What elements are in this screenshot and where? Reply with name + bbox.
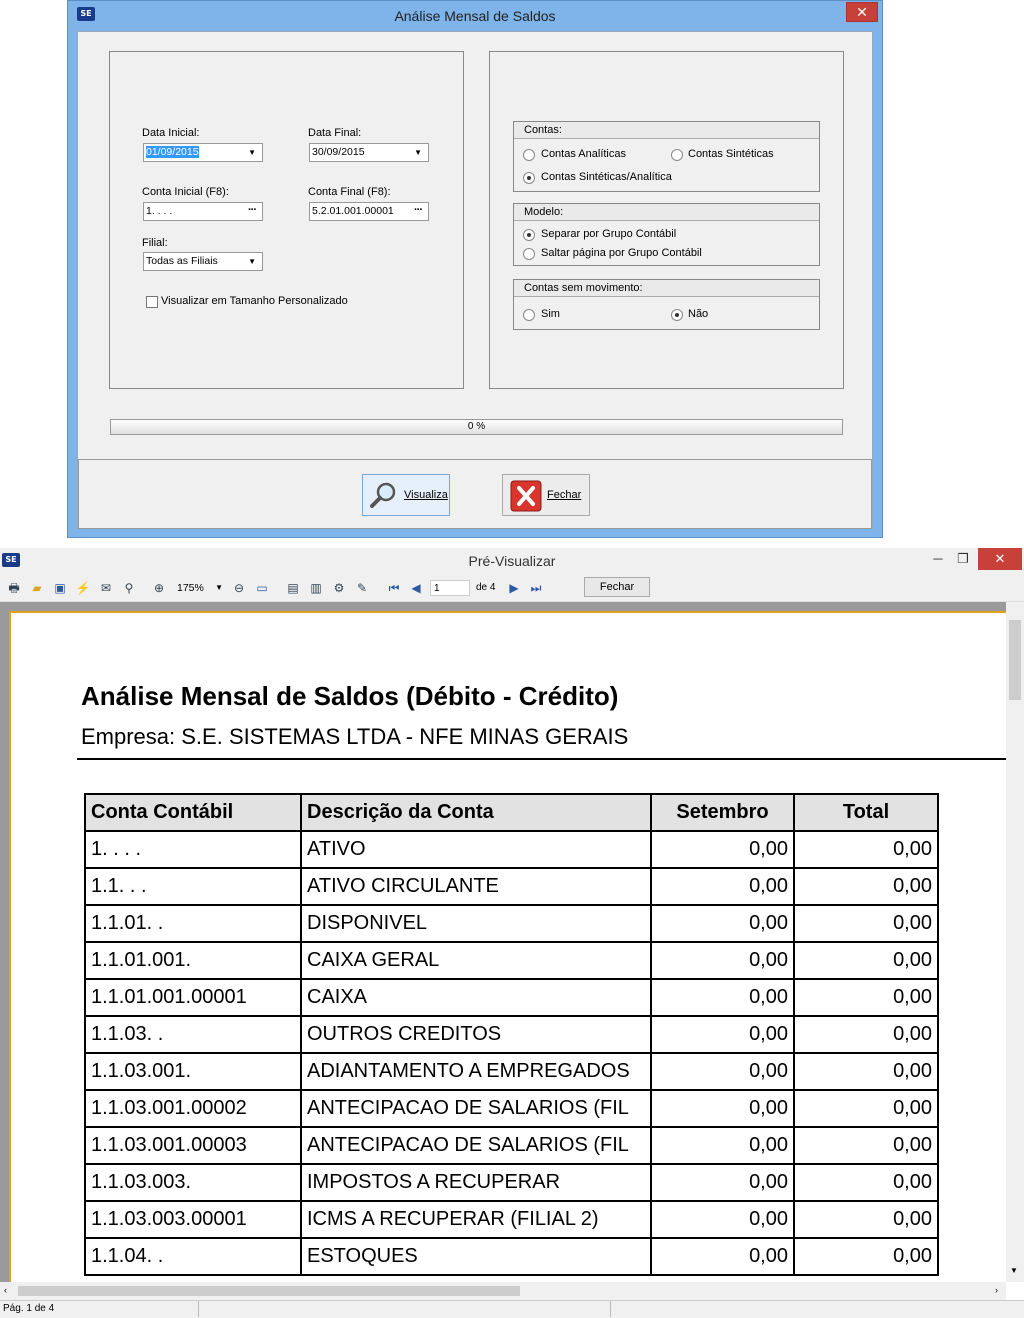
sem-movimento-nao-label: Não	[688, 308, 709, 320]
table-row	[85, 942, 938, 979]
next-page-icon[interactable]: ▶	[509, 581, 519, 595]
data-inicial-value: 01/09/2015	[146, 146, 199, 158]
cell-conta: 1.1.03. .	[85, 1016, 301, 1053]
cell-setembro: 0,00	[651, 1238, 794, 1275]
cell-total: 0,00	[794, 868, 938, 905]
separar-grupo-label: Separar por Grupo Contábil	[541, 228, 677, 240]
cell-total: 0,00	[794, 1016, 938, 1053]
app-logo-icon: SE	[77, 7, 95, 21]
find-icon[interactable]: ⚲	[124, 581, 134, 595]
conta-final-value: 5.2.01.001.00001	[312, 205, 394, 217]
conta-inicial-field[interactable]	[143, 202, 263, 221]
saltar-pagina-radio[interactable]	[523, 248, 535, 260]
tamanho-personalizado-checkbox[interactable]	[146, 296, 158, 308]
data-inicial-field[interactable]	[143, 143, 263, 162]
conta-final-field[interactable]	[309, 202, 429, 221]
contas-radio-group	[513, 121, 820, 192]
table-row	[85, 1127, 938, 1164]
table-row	[85, 1201, 938, 1238]
cell-conta: 1.1.03.001.00003	[85, 1127, 301, 1164]
ellipsis-icon[interactable]: ···	[414, 204, 422, 216]
prev-page-icon[interactable]: ◀	[411, 581, 421, 595]
cell-total: 0,00	[794, 1090, 938, 1127]
single-page-icon[interactable]: ▤	[287, 581, 299, 595]
filial-select[interactable]	[143, 252, 263, 271]
cell-setembro: 0,00	[651, 1053, 794, 1090]
cell-total: 0,00	[794, 942, 938, 979]
scroll-down-icon[interactable]: ▼	[1010, 1266, 1018, 1275]
table-row	[85, 1053, 938, 1090]
preview-toolbar	[0, 574, 1024, 602]
status-divider	[198, 1301, 199, 1317]
report-company: Empresa: S.E. SISTEMAS LTDA - NFE MINAS GERAIS	[81, 724, 629, 749]
cell-conta: 1.1.01. .	[85, 905, 301, 942]
cell-conta: 1.1.01.001.00001	[85, 979, 301, 1016]
restore-button[interactable]: ❐	[957, 551, 969, 566]
page-setup-icon[interactable]: ⚙	[333, 581, 345, 595]
contas-sinteticas-analitica-label: Contas Sintéticas/Analítica	[541, 171, 672, 183]
visualiza-button[interactable]	[362, 474, 450, 516]
save-icon[interactable]: ▣	[54, 581, 66, 595]
cell-descricao: CAIXA GERAL	[301, 942, 651, 979]
cell-total: 0,00	[794, 979, 938, 1016]
print-icon[interactable]: 🖶	[8, 581, 20, 595]
scroll-left-icon[interactable]: ‹	[4, 1285, 7, 1295]
chevron-down-icon[interactable]: ▼	[215, 583, 223, 592]
preview-fechar-button[interactable]: Fechar	[584, 577, 650, 597]
cell-descricao: OUTROS CREDITOS	[301, 1016, 651, 1053]
cell-setembro: 0,00	[651, 979, 794, 1016]
table-body	[85, 831, 938, 1275]
contas-analiticas-label: Contas Analíticas	[541, 148, 626, 160]
sem-movimento-title: Contas sem movimento:	[514, 280, 819, 297]
cell-setembro: 0,00	[651, 1164, 794, 1201]
cell-descricao: DISPONIVEL	[301, 905, 651, 942]
analise-dialog	[67, 0, 883, 538]
chevron-down-icon[interactable]: ▼	[248, 257, 256, 266]
separar-grupo-radio[interactable]	[523, 229, 535, 241]
table-row	[85, 979, 938, 1016]
cell-descricao: IMPOSTOS A RECUPERAR	[301, 1164, 651, 1201]
col-total-header: Total	[794, 794, 938, 831]
cell-conta: 1.1.03.003.	[85, 1164, 301, 1201]
magnifier-icon	[369, 480, 399, 510]
progress-bar	[110, 419, 843, 435]
cell-total: 0,00	[794, 1127, 938, 1164]
chevron-down-icon[interactable]: ▼	[414, 148, 422, 157]
filters-group	[109, 51, 464, 389]
cell-setembro: 0,00	[651, 868, 794, 905]
page-width-icon[interactable]: ▭	[256, 581, 268, 595]
dialog-title: Análise Mensal de Saldos	[394, 8, 556, 24]
options-group	[489, 51, 844, 389]
contas-sinteticas-analitica-radio[interactable]	[523, 172, 535, 184]
cell-conta: 1.1.03.001.00002	[85, 1090, 301, 1127]
contas-sinteticas-radio[interactable]	[671, 149, 683, 161]
last-page-icon[interactable]: ⏭	[530, 581, 542, 595]
data-final-field[interactable]	[309, 143, 429, 162]
visualiza-label: Visualiza	[404, 489, 448, 501]
minimize-button[interactable]: ─	[933, 551, 943, 566]
cell-conta: 1.1.01.001.	[85, 942, 301, 979]
saltar-pagina-label: Saltar página por Grupo Contábil	[541, 247, 702, 259]
cell-total: 0,00	[794, 831, 938, 868]
cell-descricao: ESTOQUES	[301, 1238, 651, 1275]
dialog-body	[77, 31, 873, 529]
table-header-row	[85, 794, 938, 831]
cell-descricao: ANTECIPACAO DE SALARIOS (FIL	[301, 1090, 651, 1127]
cell-total: 0,00	[794, 1238, 938, 1275]
data-inicial-label: Data Inicial:	[142, 127, 200, 139]
cell-conta: 1.1.04. .	[85, 1238, 301, 1275]
horizontal-scroll-thumb[interactable]	[18, 1286, 520, 1296]
preview-title: Pré-Visualizar	[468, 553, 556, 569]
cell-descricao: ATIVO CIRCULANTE	[301, 868, 651, 905]
contas-title: Contas:	[514, 122, 819, 139]
table-row	[85, 1164, 938, 1201]
cell-setembro: 0,00	[651, 1016, 794, 1053]
sem-movimento-nao-radio[interactable]	[671, 309, 683, 321]
progress-text: 0 %	[467, 421, 486, 432]
status-bar	[0, 1300, 1024, 1318]
button-bar	[78, 459, 872, 529]
table-row	[85, 1238, 938, 1275]
col-setembro-header: Setembro	[651, 794, 794, 831]
modelo-radio-group	[513, 203, 820, 266]
cell-total: 0,00	[794, 905, 938, 942]
col-conta-header: Conta Contábil	[85, 794, 301, 831]
report-title: Análise Mensal de Saldos (Débito - Crédito)	[81, 681, 619, 711]
email-icon[interactable]: ✉	[100, 581, 112, 595]
preview-logo-icon: SE	[2, 553, 20, 567]
cell-setembro: 0,00	[651, 1127, 794, 1164]
report-divider	[77, 758, 1008, 760]
first-page-icon[interactable]: ⏮	[388, 581, 400, 595]
pdf-icon[interactable]: ⚡	[75, 581, 91, 595]
cell-descricao: CAIXA	[301, 979, 651, 1016]
table-row	[85, 868, 938, 905]
cell-setembro: 0,00	[651, 831, 794, 868]
cell-setembro: 0,00	[651, 1201, 794, 1238]
vertical-scroll-thumb[interactable]	[1009, 620, 1021, 700]
status-page-text: Pág. 1 de 4	[3, 1303, 55, 1314]
cell-conta: 1.1.03.003.00001	[85, 1201, 301, 1238]
conta-inicial-value: 1. . . .	[146, 205, 173, 217]
vertical-scrollbar[interactable]	[1006, 602, 1024, 1282]
horizontal-scrollbar[interactable]	[0, 1282, 1006, 1300]
chevron-down-icon[interactable]: ▼	[248, 148, 256, 157]
zoom-out-icon[interactable]: ⊖	[233, 581, 245, 595]
cell-descricao: ICMS A RECUPERAR (FILIAL 2)	[301, 1201, 651, 1238]
zoom-select[interactable]	[177, 579, 225, 597]
cell-setembro: 0,00	[651, 1090, 794, 1127]
sem-movimento-radio-group	[513, 279, 820, 330]
filial-value: Todas as Filiais	[146, 255, 218, 267]
preview-titlebar	[0, 548, 1024, 574]
table-row	[85, 831, 938, 868]
sem-movimento-sim-radio[interactable]	[523, 309, 535, 321]
zoom-in-icon[interactable]: ⊕	[153, 581, 165, 595]
cell-total: 0,00	[794, 1164, 938, 1201]
conta-inicial-label: Conta Inicial (F8):	[142, 186, 229, 198]
cell-conta: 1.1. . .	[85, 868, 301, 905]
cell-total: 0,00	[794, 1053, 938, 1090]
edit-icon[interactable]: ✎	[356, 581, 368, 595]
conta-final-label: Conta Final (F8):	[308, 186, 391, 198]
two-pages-icon[interactable]: ▥	[310, 581, 322, 595]
page-count-label: de 4	[476, 582, 496, 593]
contas-analiticas-radio[interactable]	[523, 149, 535, 161]
contas-sinteticas-label: Contas Sintéticas	[688, 148, 774, 160]
cell-setembro: 0,00	[651, 905, 794, 942]
cell-descricao: ADIANTAMENTO A EMPREGADOS	[301, 1053, 651, 1090]
col-descricao-header: Descrição da Conta	[301, 794, 651, 831]
status-divider	[610, 1301, 611, 1317]
close-x-icon	[509, 479, 543, 513]
fechar-label: Fechar	[547, 489, 582, 501]
open-folder-icon[interactable]: ▰	[32, 581, 42, 595]
modelo-title: Modelo:	[514, 204, 819, 221]
cell-total: 0,00	[794, 1201, 938, 1238]
tamanho-personalizado-label: Visualizar em Tamanho Personalizado	[161, 295, 348, 307]
data-final-value: 30/09/2015	[312, 146, 365, 158]
sem-movimento-sim-label: Sim	[541, 308, 560, 320]
cell-descricao: ANTECIPACAO DE SALARIOS (FIL	[301, 1127, 651, 1164]
dialog-close-button[interactable]: ✕	[846, 2, 878, 22]
table-row	[85, 1016, 938, 1053]
cell-conta: 1.1.03.001.	[85, 1053, 301, 1090]
cell-descricao: ATIVO	[301, 831, 651, 868]
fechar-button[interactable]	[502, 474, 590, 516]
scroll-right-icon[interactable]: ›	[995, 1285, 998, 1295]
filial-label: Filial:	[142, 237, 168, 249]
cell-conta: 1. . . .	[85, 831, 301, 868]
table-row	[85, 905, 938, 942]
data-final-label: Data Final:	[308, 127, 362, 139]
ellipsis-icon[interactable]: ···	[248, 204, 256, 216]
zoom-value: 175%	[177, 582, 204, 594]
page-number-input[interactable]: 1	[430, 580, 470, 596]
preview-close-button[interactable]: ✕	[978, 548, 1022, 570]
report-page	[9, 611, 1008, 1282]
report-table	[84, 793, 939, 1276]
table-row	[85, 1090, 938, 1127]
cell-setembro: 0,00	[651, 942, 794, 979]
